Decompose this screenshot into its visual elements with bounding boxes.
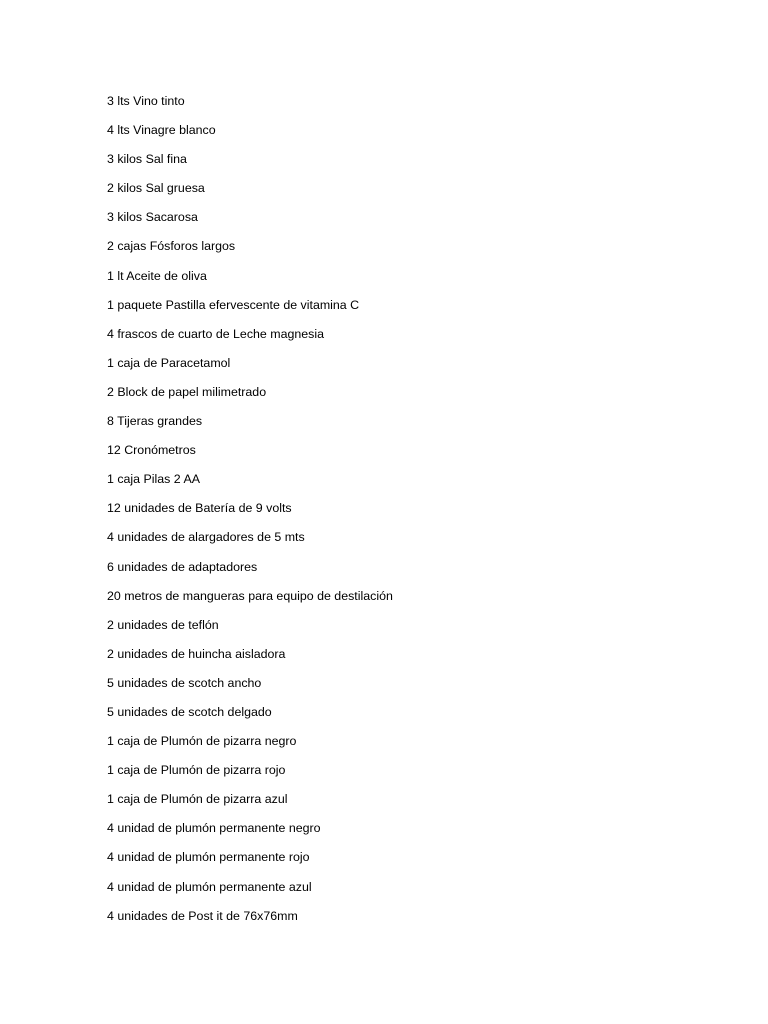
list-item: 4 unidad de plumón permanente azul: [107, 879, 312, 894]
list-item: 1 caja de Paracetamol: [107, 355, 231, 370]
list-item: 2 cajas Fósforos largos: [107, 239, 236, 254]
list-item: 4 unidades de alargadores de 5 mts: [107, 530, 305, 545]
list-item: 3 kilos Sacarosa: [107, 210, 198, 225]
list-item: 3 kilos Sal fina: [107, 152, 187, 167]
list-item: 1 caja de Plumón de pizarra negro: [107, 734, 297, 749]
list-item: 4 unidad de plumón permanente rojo: [107, 850, 310, 865]
list-item: 1 lt Aceite de oliva: [107, 268, 207, 283]
list-item: 6 unidades de adaptadores: [107, 559, 258, 574]
list-item: 12 unidades de Batería de 9 volts: [107, 501, 292, 516]
list-item: 4 unidad de plumón permanente negro: [107, 821, 321, 836]
list-item: 2 unidades de teflón: [107, 617, 219, 632]
list-item: 12 Cronómetros: [107, 443, 196, 458]
list-item: 2 Block de papel milimetrado: [107, 384, 267, 399]
list-item: 5 unidades de scotch delgado: [107, 704, 272, 719]
list-item: 4 unidades de Post it de 76x76mm: [107, 908, 298, 923]
list-item: 1 caja de Plumón de pizarra rojo: [107, 763, 286, 778]
list-item: 1 caja Pilas 2 AA: [107, 472, 200, 487]
list-item: 2 kilos Sal gruesa: [107, 181, 205, 196]
list-item: 2 unidades de huincha aisladora: [107, 646, 286, 661]
supply-list: [107, 91, 727, 935]
list-item: 1 caja de Plumón de pizarra azul: [107, 792, 288, 807]
list-item: 1 paquete Pastilla efervescente de vitamina C: [107, 297, 360, 312]
list-item: 4 lts Vinagre blanco: [107, 123, 216, 138]
list-item: 8 Tijeras grandes: [107, 414, 203, 429]
list-item: 5 unidades de scotch ancho: [107, 675, 262, 690]
list-item: 3 lts Vino tinto: [107, 94, 185, 108]
list-item: 4 frascos de cuarto de Leche magnesia: [107, 326, 324, 341]
list-item: 20 metros de mangueras para equipo de destilación: [107, 588, 393, 603]
